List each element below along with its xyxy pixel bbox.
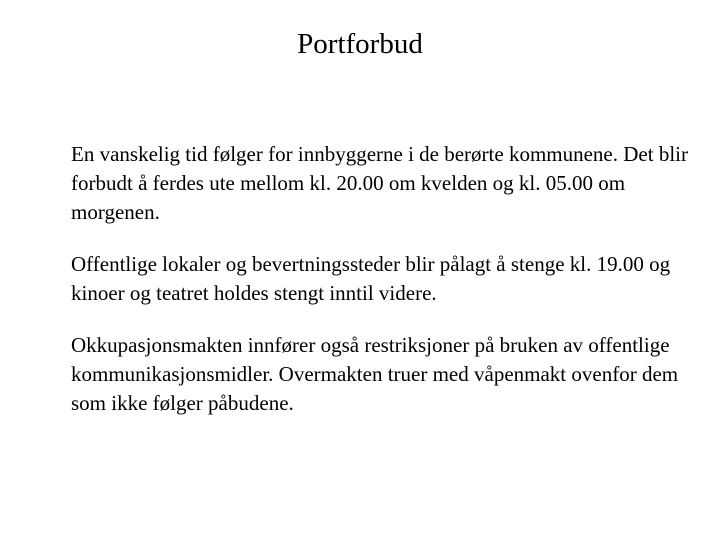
paragraph-curfew: En vanskelig tid følger for innbyggerne i de berørte kommunene. Det blir forbudt å ferdes ute mellom kl. 20.00 om kvelden og kl. 05.00 om morgenen. xyxy=(71,142,688,224)
paragraph-restrictions: Okkupasjonsmakten innfører også restriksjoner på bruken av offentlige kommunikasjonsmidler. Overmakten truer med våpenmakt ovenfor dem som ikke følger påbudene. xyxy=(71,333,679,415)
slide-body xyxy=(71,140,711,441)
paragraph-closures: Offentlige lokaler og bevertningssteder blir pålagt å stenge kl. 19.00 og kinoer og teatret holdes stengt inntil videre. xyxy=(71,252,671,305)
slide-title: Portforbud xyxy=(297,28,423,60)
